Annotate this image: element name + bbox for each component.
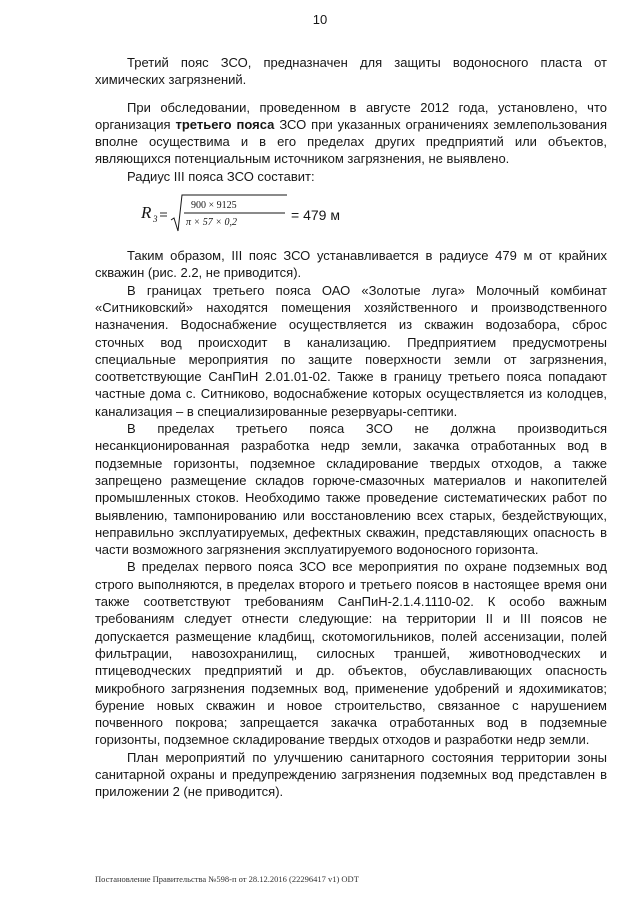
formula-lhs-subscript: 3 bbox=[153, 214, 158, 225]
formula-result: = 479 м bbox=[291, 207, 340, 224]
paragraph-action-plan: План мероприятий по улучшению санитарного состояния территории зоны санитарной охраны и предупреждению загрязнения подземных вод представлен в приложении 2 (не приводится). bbox=[95, 749, 607, 800]
formula-graphic bbox=[141, 189, 291, 237]
radius-formula bbox=[95, 185, 607, 247]
page-number: 10 bbox=[312, 12, 328, 27]
formula-numerator: 900 × 9125 bbox=[191, 200, 237, 212]
paragraph-inspection-text-end: ЗСО при указанных ограничениях землепользования вполне осуществима и в его пределах других предприятий или объектов, являющихся потенциальным источником загрязнения, не выявлено. bbox=[95, 116, 607, 167]
paragraph-radius-conclusion: Таким образом, III пояс ЗСО устанавливается в радиусе 479 м от крайних скважин (рис. 2.2, не приводится). bbox=[95, 248, 607, 281]
paragraph-first-zone-requirements: В пределах первого пояса ЗСО все мероприятия по охране подземных вод строго выполняются, в пределах второго и третьего поясов в настоящее время они также соответствуют требованиям СанПиН-2.1.4.1110-02. К особо важным требованиям следует отнести следующие: на территории II и III поясов не допускается размещение кладбищ, скотомогильников, полей ассенизации, полей фильтрации, навозохранилищ, силосных траншей, животноводческих и птицеводческих предприятий и др. объектов, обуславливающих опасность микробного загрязнения подземных вод, применение удобрений и ядохимикатов; бурение новых скважин и новое строительство, связанное с нарушением почвенного покрова; запрещается закачка отработанных вод в подземные горизонты, подземное складирование твердых отходов и разработки недр земли. bbox=[95, 559, 607, 748]
bold-third-zone: третьего пояса bbox=[175, 116, 275, 132]
radius-intro: Радиус III пояса ЗСО составит: bbox=[127, 168, 315, 184]
document-body bbox=[95, 54, 607, 801]
formula-denominator: π × 57 × 0,2 bbox=[186, 217, 238, 229]
paragraph-third-zone-restrictions: В пределах третьего пояса ЗСО не должна производиться несанкционированная разработка недр земли, закачка отработанных вод в подземные горизонты, подземное складирование твердых отходов, а также запрещено размещение складов горюче-смазочных материалов и накопителей промышленных стоков. Необходимо также проведение систематических работ по выявлению, тампонированию или восстановлению всех старых, бездействующих, неправильно эксплуатируемых, дефектных скважин, представляющих опасность в части возможного загрязнения эксплуатируемого водоносного горизонта. bbox=[95, 421, 607, 558]
formula-lhs: R bbox=[141, 203, 152, 223]
paragraph-inspection-text-start: При обследовании, проведенном в августе 2012 года, установлено, что организация bbox=[95, 99, 607, 132]
paragraph-zolotye-luga: В границах третьего пояса ОАО «Золотые луга» Молочный комбинат «Ситниковский» находятся помещения хозяйственного и производственного назначения. Водоснабжение осуществляется из скважин водозабора, сброс сточных вод происходит в канализацию. Предприятием предусмотрены специальные мероприятия по защите поверхности земли от загрязнения, соответствующие СанПиН 2.01.01-02. Также в границу третьего пояса попадают частные дома с. Ситниково, водоснабжение которых осуществляется из колодцев, канализация – в специализированные резервуары-септики. bbox=[95, 282, 607, 419]
paragraph-inspection-2012 bbox=[95, 99, 607, 168]
paragraph-third-zone-purpose: Третий пояс ЗСО, предназначен для защиты водоносного пласта от химических загрязнений. bbox=[95, 55, 607, 88]
document-footer: Постановление Правительства №598-п от 28.12.2016 (22296417 v1) ODT bbox=[95, 874, 359, 884]
